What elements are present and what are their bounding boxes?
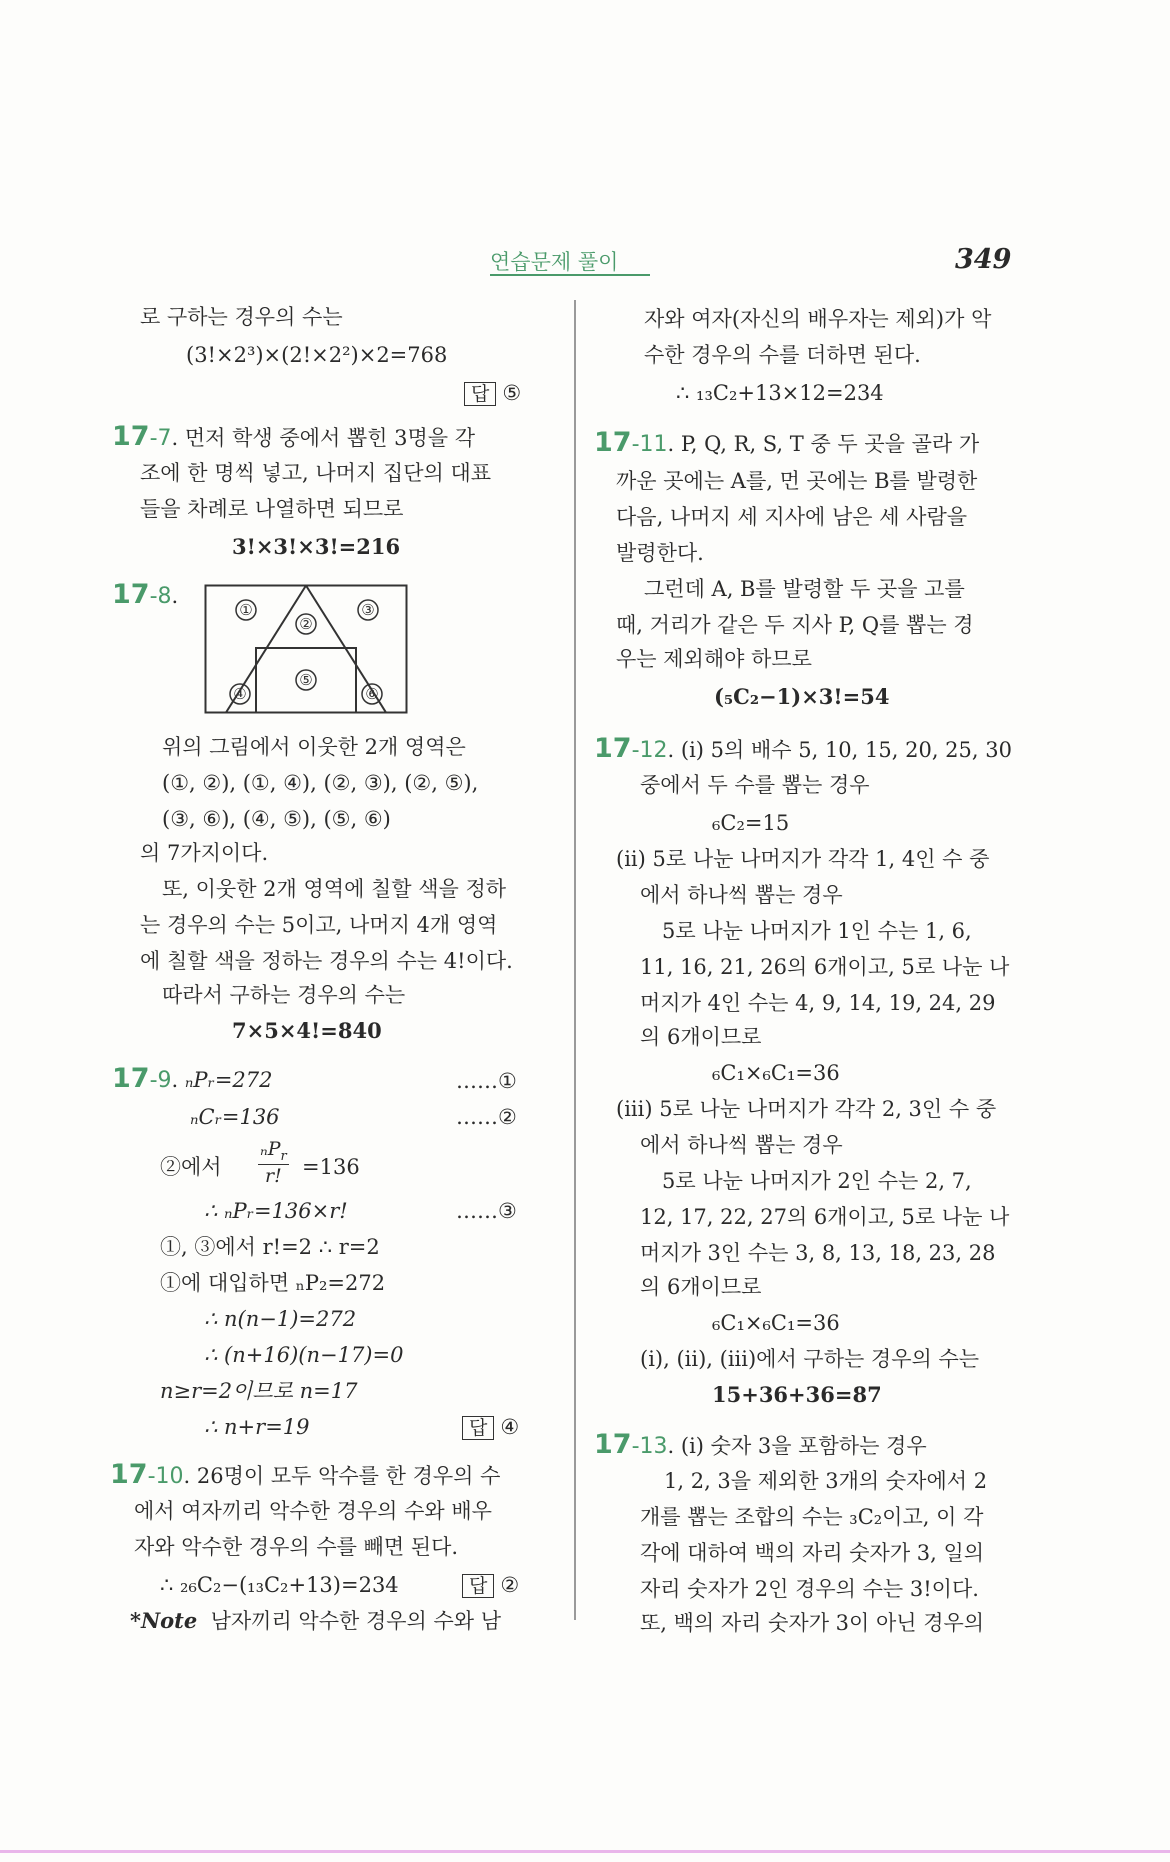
equation: 15+36+36=87 [712, 1382, 882, 1407]
problem-text: 먼저 학생 중에서 뽑힌 3명을 각 [184, 426, 476, 450]
text-line: 각에 대하여 백의 자리 숫자가 3, 일의 [640, 1541, 985, 1565]
text-line: (③, ⑥), (④, ⑤), (⑤, ⑥) [162, 807, 391, 831]
text-line: 위의 그림에서 이웃한 2개 영역은 [162, 735, 466, 759]
text-line: 또, 백의 자리 숫자가 3이 아닌 경우의 [640, 1611, 985, 1635]
text-line: (ii) 5로 나눈 나머지가 각각 1, 4인 수 중 [616, 847, 990, 871]
equation: 3!×3!×3!=216 [232, 534, 401, 559]
text-line: 또, 이웃한 2개 영역에 칠할 색을 정하 [162, 877, 507, 901]
text-line: (iii) 5로 나눈 나머지가 각각 2, 3인 수 중 [616, 1097, 997, 1121]
left-line-2: (3!×2³)×(2!×2²)×2=768 [186, 343, 448, 367]
text-line: 12, 17, 22, 27의 6개이고, 5로 나눈 나 [640, 1205, 1010, 1229]
page-number: 349 [955, 244, 1012, 275]
equation: ∴ ₁₃C₂+13×12=234 [676, 381, 884, 405]
text-line: 의 6개이므로 [640, 1275, 762, 1299]
text-line: 다음, 나머지 세 지사에 남은 세 사람을 [616, 505, 968, 529]
text-line: ①, ③에서 r!=2 ∴ r=2 [160, 1235, 380, 1259]
region-4-label: ④ [233, 685, 247, 703]
text-line: 는 경우의 수는 5이고, 나머지 4개 영역 [140, 913, 498, 937]
text-line: 자리 숫자가 2인 경우의 수는 3!이다. [640, 1577, 979, 1601]
text-line: 1, 2, 3을 제외한 3개의 숫자에서 2 [664, 1469, 988, 1493]
problem-17-12: 17-12. (i) 5의 배수 5, 10, 15, 20, 25, 30 [594, 733, 1012, 764]
answer-box-3: 답 ② [462, 1570, 519, 1600]
equation: ₙCᵣ=136 [190, 1105, 280, 1129]
section-title: 연습문제 풀이 [490, 250, 619, 274]
region-3-label: ③ [361, 601, 375, 619]
text-line: 자와 악수한 경우의 수를 빼면 된다. [134, 1535, 459, 1559]
text-line: ①에 대입하면 ₙP₂=272 [160, 1271, 386, 1295]
text-line: 에서 여자끼리 악수한 경우의 수와 배우 [134, 1499, 492, 1523]
equation: ₆C₁×₆C₁=36 [712, 1311, 840, 1335]
equation-marker: ……② [456, 1105, 517, 1129]
text-line: 의 6개이므로 [640, 1025, 762, 1049]
problem-17-9: 17-9. ₙPᵣ=272 [112, 1063, 273, 1094]
equation: ∴ n+r=19 [204, 1415, 310, 1439]
region-diagram [204, 584, 408, 714]
equation: (₅C₂−1)×3!=54 [714, 684, 890, 709]
text-line: 수한 경우의 수를 더하면 된다. [644, 343, 921, 367]
equation: ∴ ₙPᵣ=136×r! [204, 1199, 348, 1223]
text-line: 개를 뽑는 조합의 수는 ₃C₂이고, 이 각 [640, 1505, 984, 1529]
text-line: 머지가 4인 수는 4, 9, 14, 19, 24, 29 [640, 991, 996, 1015]
region-1-label: ① [239, 601, 253, 619]
problem-17-10: 17-10. 26명이 모두 악수를 한 경우의 수 [110, 1459, 501, 1490]
text-line: 5로 나눈 나머지가 2인 수는 2, 7, [662, 1169, 972, 1193]
text-line: 에서 하나씩 뽑는 경우 [640, 883, 843, 907]
region-5-label: ⑤ [299, 671, 313, 689]
text-line: 때, 거리가 같은 두 지사 P, Q를 뽑는 경 [616, 613, 974, 637]
text-line: 의 7가지이다. [140, 841, 269, 865]
region-2-label: ② [299, 615, 313, 633]
answer-value: ⑤ [502, 381, 522, 405]
text-line: 들을 차례로 나열하면 되므로 [140, 497, 404, 521]
text-line: (①, ②), (①, ④), (②, ③), (②, ⑤), [162, 771, 479, 795]
equation-marker: ……③ [456, 1199, 517, 1223]
region-6-label: ⑥ [365, 685, 379, 703]
equation: 7×5×4!=840 [232, 1018, 382, 1043]
text-line: 에서 하나씩 뽑는 경우 [640, 1133, 843, 1157]
problem-17-11: 17-11. P, Q, R, S, T 중 두 곳을 골라 가 [594, 427, 980, 458]
equation: ∴ (n+16)(n−17)=0 [204, 1343, 404, 1367]
text-line: 11, 16, 21, 26의 6개이고, 5로 나눈 나 [640, 955, 1010, 979]
text-line: =136 [302, 1155, 360, 1179]
equation: ₆C₂=15 [712, 811, 790, 835]
equation: ₆C₁×₆C₁=36 [712, 1061, 840, 1085]
equation-marker: ……① [456, 1069, 517, 1093]
text-line: 까운 곳에는 A를, 먼 곳에는 B를 발령한 [616, 469, 978, 493]
text-line: 5로 나눈 나머지가 1인 수는 1, 6, [662, 919, 972, 943]
fraction: ₙP$_r$ r! [260, 1138, 287, 1187]
answer-box-1 [464, 378, 521, 408]
text-line: 조에 한 명씩 넣고, 나머지 집단의 대표 [140, 461, 492, 485]
text-line: 자와 여자(자신의 배우자는 제외)가 악 [644, 307, 992, 331]
note: *Note 남자끼리 악수한 경우의 수와 남 [130, 1608, 502, 1633]
problem-17-8: 17-8. [112, 579, 179, 610]
problem-17-7: 17-7. 먼저 학생 중에서 뽑힌 3명을 각 [112, 421, 476, 452]
text-line: 발령한다. [616, 541, 704, 565]
text-line: 중에서 두 수를 뽑는 경우 [640, 773, 870, 797]
text-line: 에 칠할 색을 정하는 경우의 수는 4!이다. [140, 949, 513, 973]
equation: ∴ ₂₆C₂−(₁₃C₂+13)=234 [160, 1573, 399, 1597]
equation: ∴ n(n−1)=272 [204, 1307, 357, 1331]
problem-17-13: 17-13. (i) 숫자 3을 포함하는 경우 [594, 1429, 927, 1460]
text-line: 머지가 3인 수는 3, 8, 13, 18, 23, 28 [640, 1241, 996, 1265]
text-line: 따라서 구하는 경우의 수는 [162, 983, 406, 1007]
text-line: 그런데 A, B를 발령할 두 곳을 고를 [644, 577, 965, 601]
problem-number: 17-7 [112, 421, 172, 452]
text-line: (i), (ii), (iii)에서 구하는 경우의 수는 [640, 1347, 980, 1371]
left-line-1: 로 구하는 경우의 수는 [140, 305, 343, 329]
page-bottom-border [0, 1850, 1170, 1853]
answer-label: 답 [464, 382, 496, 406]
text-line: ②에서 [160, 1155, 222, 1179]
section-title-underline [490, 274, 650, 276]
text-line: n≥r=2이므로 n=17 [160, 1379, 358, 1403]
answer-box-2: 답 ④ [462, 1412, 519, 1442]
column-divider [574, 300, 576, 1620]
text-line: 우는 제외해야 하므로 [616, 647, 812, 671]
